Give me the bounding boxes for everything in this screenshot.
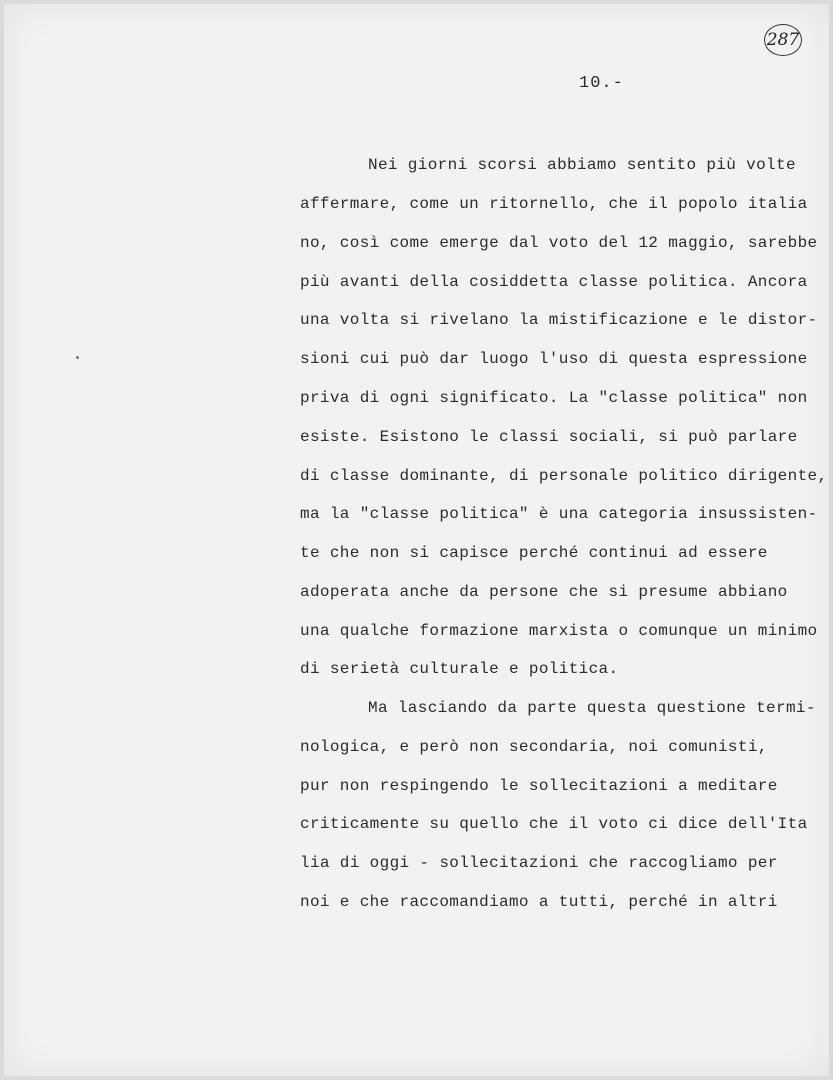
text-line: pur non respingendo le sollecitazioni a meditare [300, 777, 778, 795]
text-line: esiste. Esistono le classi sociali, si può parlare [300, 428, 798, 446]
text-line: di classe dominante, di personale politico dirigente, [300, 467, 828, 485]
text-line: adoperata anche da persone che si presume abbiano [300, 583, 788, 601]
text-line: te che non si capisce perché continui ad essere [300, 544, 768, 562]
text-line: affermare, come un ritornello, che il popolo italia [300, 195, 808, 213]
text-line: Nei giorni scorsi abbiamo sentito più volte [368, 156, 796, 174]
text-line: no, così come emerge dal voto del 12 maggio, sarebbe [300, 234, 818, 252]
text-line: criticamente su quello che il voto ci dice dell'Ita [300, 815, 808, 833]
text-line: lia di oggi - sollecitazioni che raccogliamo per [300, 854, 778, 872]
text-line: una qualche formazione marxista o comunque un minimo [300, 622, 818, 640]
archive-page-number: 287 [764, 24, 802, 56]
text-line: sioni cui può dar luogo l'uso di questa espressione [300, 350, 808, 368]
document-page [4, 4, 829, 1076]
text-line: noi e che raccomandiamo a tutti, perché in altri [300, 893, 778, 911]
text-line: Ma lasciando da parte questa questione termi- [368, 699, 816, 717]
text-line: ma la "classe politica" è una categoria insussisten- [300, 505, 818, 523]
paper-speck [76, 356, 79, 359]
text-line: priva di ogni significato. La "classe politica" non [300, 389, 808, 407]
text-line: più avanti della cosiddetta classe politica. Ancora [300, 273, 808, 291]
text-line: di serietà culturale e politica. [300, 660, 619, 678]
text-line: una volta si rivelano la mistificazione e le distor- [300, 311, 818, 329]
text-line: nologica, e però non secondaria, noi comunisti, [300, 738, 768, 756]
page-number: 10.- [579, 74, 624, 93]
